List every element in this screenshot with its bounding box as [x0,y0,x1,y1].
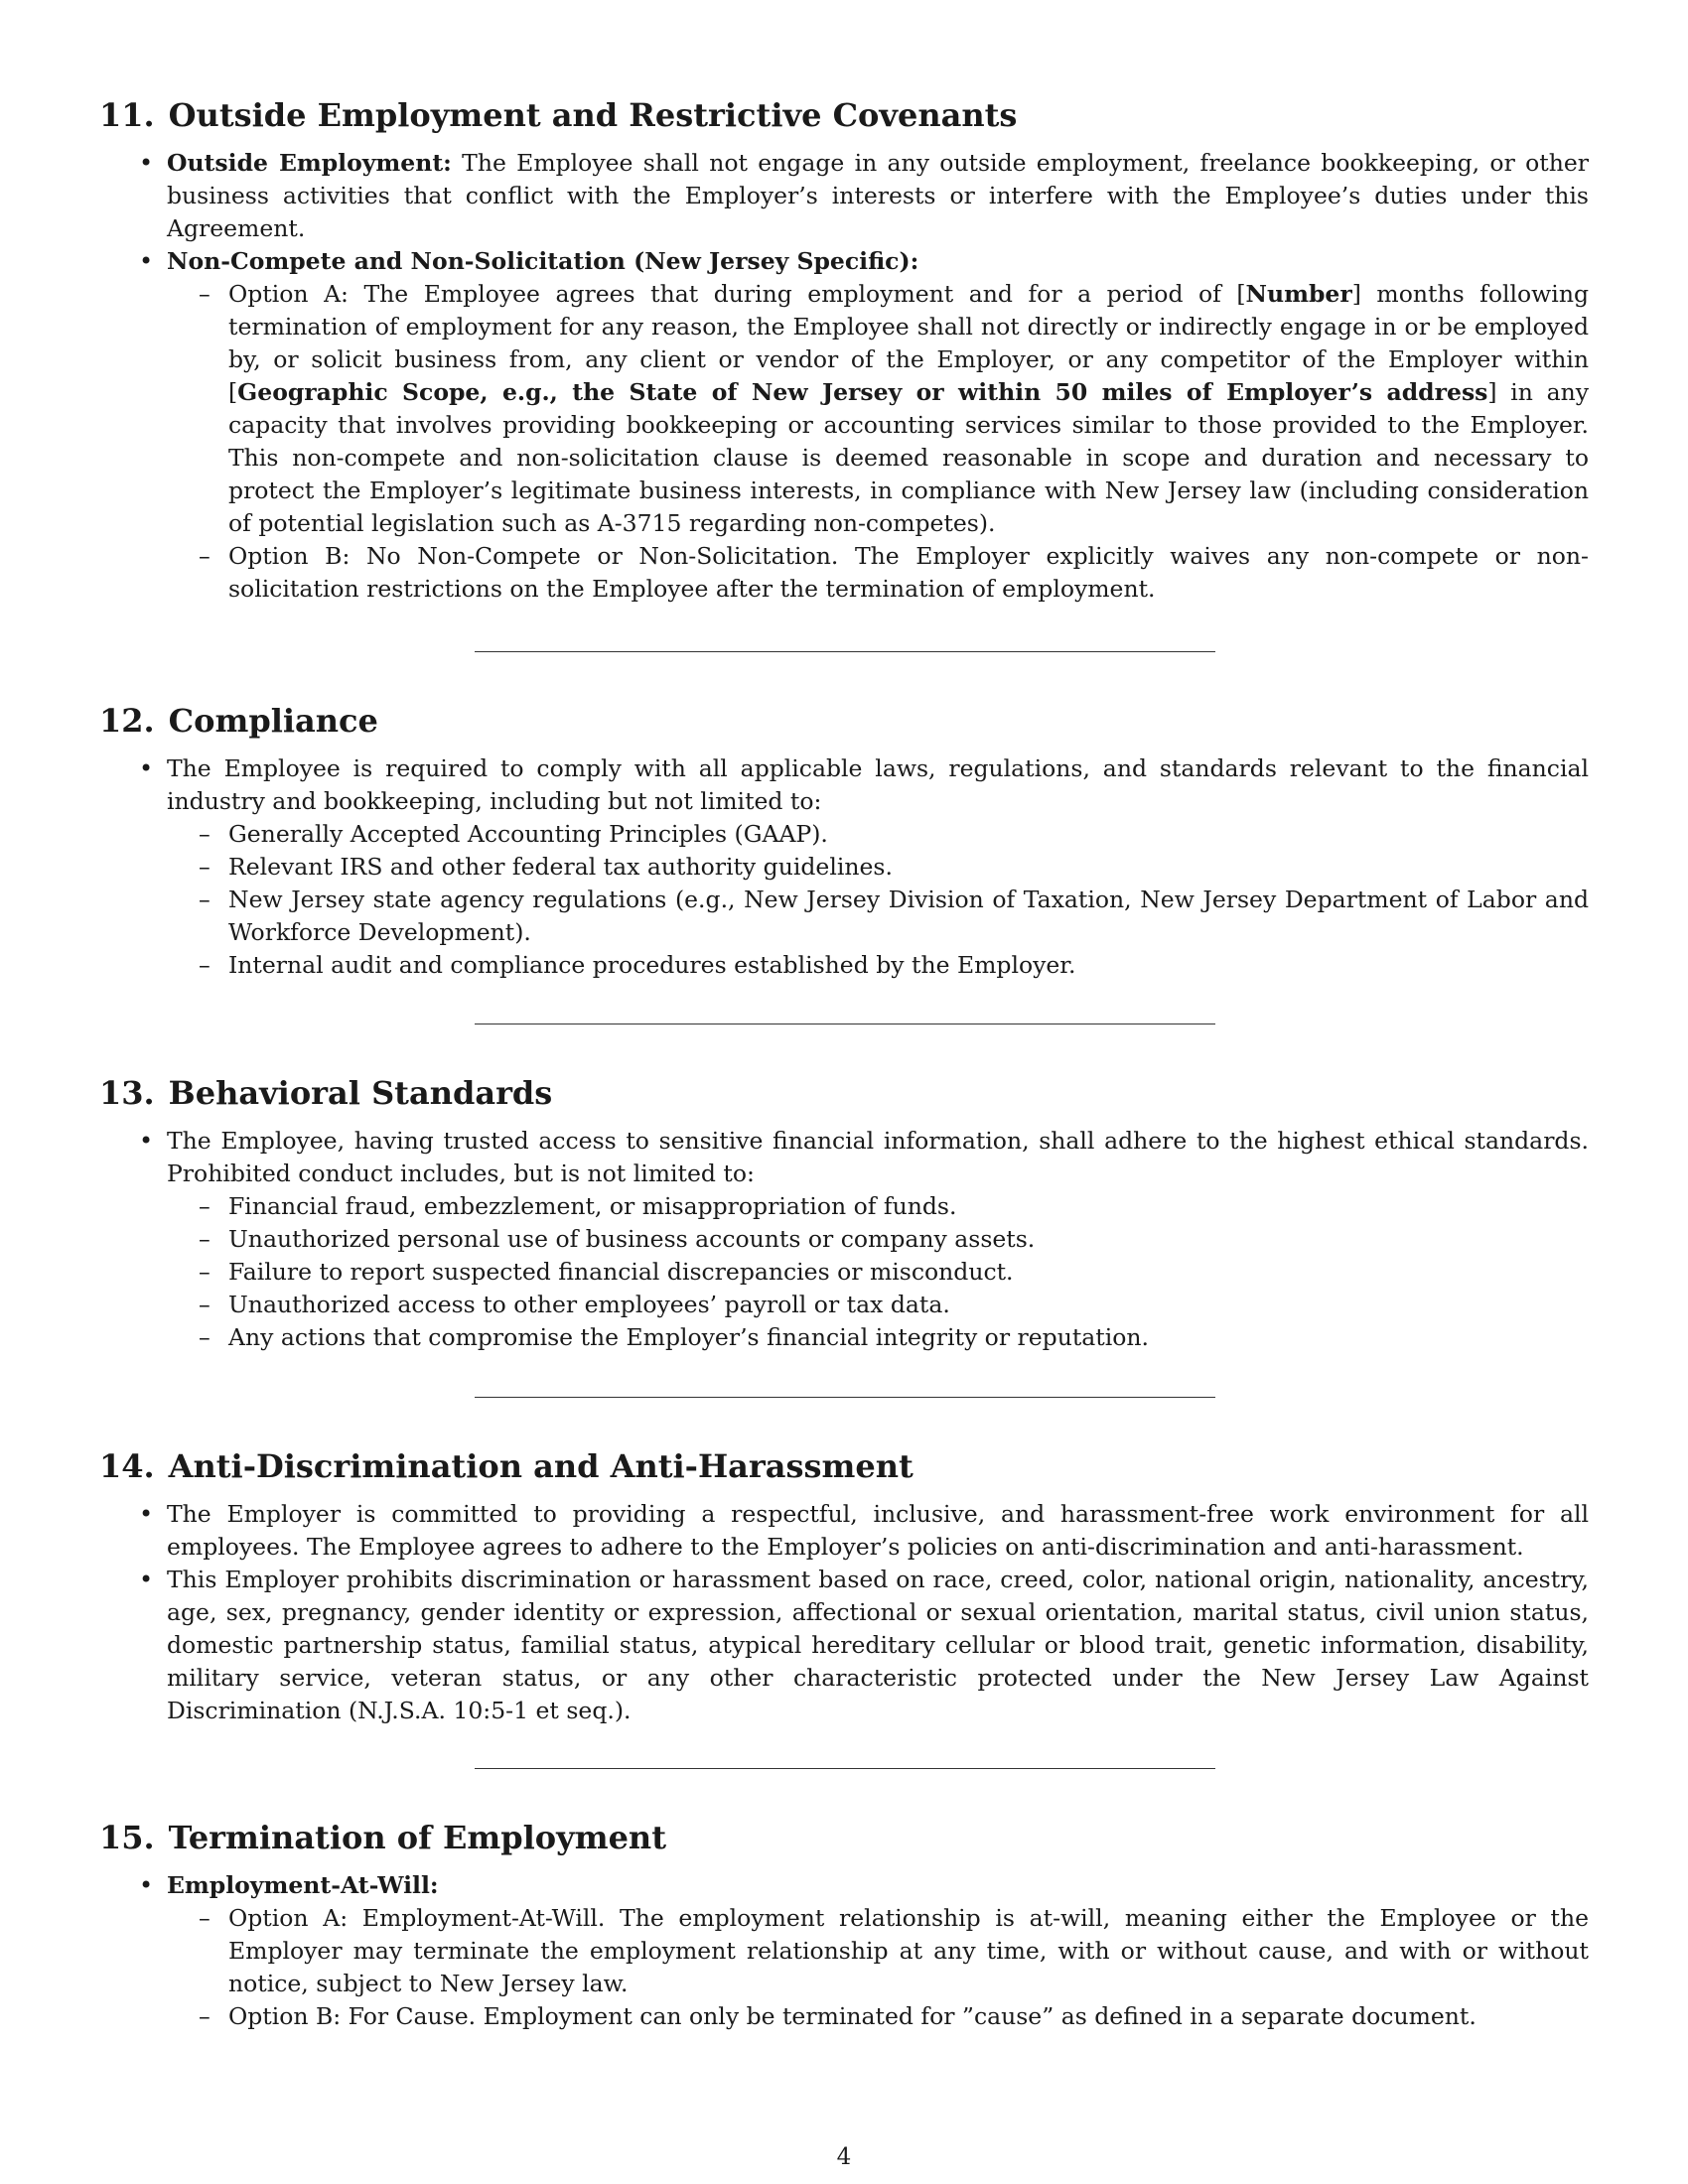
list-item: – Failure to report suspected financial discrepancies or misconduct. [228,1256,1589,1289]
page-number: 4 [836,2144,852,2170]
list-item: • The Employee is required to comply with all applicable laws, regulations, and standards relevant to the financial industry and bookkeeping, including but not limited to: – Generally Accepted Accounting Principles (GAAP). – Relevant IRS and other federal tax authority guidelines. – New Jersey state agency regulations (e.g., New Jersey Division of Taxation, New Jersey Department of Labor and Workforce Development). – Internal audit and compliance procedures established by the Employer. [167,752,1589,982]
option-a: – Option A: Employment-At-Will. The employment relationship is at-will, meaning either the Employee or the Employer may terminate the employment relationship at any time, with or without cause, and with or without notice, subject to New Jersey law. [228,1902,1589,2000]
list-item: • This Employer prohibits discrimination or harassment based on race, creed, color, national origin, nationality, ancestry, age, sex, pregnancy, gender identity or expression, affectional or sexual orientation, marital status, civil union status, domestic partnership status, familial status, atypical hereditary cellular or blood trait, genetic information, disability, military service, veteran status, or any other characteristic protected under the New Jersey Law Against Discrimination (N.J.S.A. 10:5-1 et seq.). [167,1564,1589,1727]
section-11 [99,95,1589,606]
list-item-employment-at-will: • Employment-At-Will: – Option A: Employment-At-Will. The employment relationship is at-will, meaning either the Employee or the Employer may terminate the employment relationship at any time, with or without cause, and with or without notice, subject to New Jersey law. – Option B: For Cause. Employment can only be terminated for ”cause” as defined in a separate document. [167,1869,1589,2033]
option-b: – Option B: No Non-Compete or Non-Solicitation. The Employer explicitly waives any non-compete or non-solicitation restrictions on the Employee after the termination of employment. [228,540,1589,606]
list-item: • The Employee, having trusted access to sensitive financial information, shall adhere to the highest ethical standards. Prohibited conduct includes, but is not limited to: – Financial fraud, embezzlement, or misappropriation of funds. – Unauthorized personal use of business accounts or company assets. – Failure to report suspected financial discrepancies or misconduct. – Unauthorized access to other employees’ payroll or tax data. – Any actions that compromise the Employer’s financial integrity or reputation. [167,1125,1589,1354]
section-divider [475,651,1215,652]
list-item: – Unauthorized access to other employees’ payroll or tax data. [228,1289,1589,1321]
list-item: – Any actions that compromise the Employer’s financial integrity or reputation. [228,1321,1589,1354]
list-item: – Internal audit and compliance procedures established by the Employer. [228,949,1589,982]
option-b: – Option B: For Cause. Employment can only be terminated for ”cause” as defined in a separate document. [228,2000,1589,2033]
list-item-non-compete: • Non-Compete and Non-Solicitation (New Jersey Specific): – Option A: The Employee agrees that during employment and for a period of [Number] months following termination of employment for any reason, the Employee shall not directly or indirectly engage in or be employed by, or solicit business from, any client or vendor of the Employer, or any competitor of the Employer within [Geographic Scope, e.g., the State of New Jersey or within 50 miles of Employer’s address] in any capacity that involves providing bookkeeping or accounting services similar to those provided to the Employer. This non-compete and non-solicitation clause is deemed reasonable in scope and duration and necessary to protect the Employer’s legitimate business interests, in compliance with New Jersey law (including consideration of potential legislation such as A-3715 regarding non-competes). – Option B: No Non-Compete or Non-Solicitation. The Employer explicitly waives any non-compete or non-solicitation restrictions on the Employee after the termination of employment. [167,245,1589,606]
section-13 [99,1073,1589,1354]
section-14-list [99,1498,1589,1727]
list-item: – Financial fraud, embezzlement, or misappropriation of funds. [228,1190,1589,1223]
option-a: – Option A: The Employee agrees that during employment and for a period of [Number] months following termination of employment for any reason, the Employee shall not directly or indirectly engage in or be employed by, or solicit business from, any client or vendor of the Employer, or any competitor of the Employer within [Geographic Scope, e.g., the State of New Jersey or within 50 miles of Employer’s address] in any capacity that involves providing bookkeeping or accounting services similar to those provided to the Employer. This non-compete and non-solicitation clause is deemed reasonable in scope and duration and necessary to protect the Employer’s legitimate business interests, in compliance with New Jersey law (including consideration of potential legislation such as A-3715 regarding non-competes). [228,278,1589,540]
section-15-list [99,1869,1589,2033]
section-divider [475,1397,1215,1398]
section-divider [475,1768,1215,1769]
section-13-heading: 13. Behavioral Standards [99,1074,553,1112]
list-item-outside-employment: • Outside Employment: The Employee shall not engage in any outside employment, freelance bookkeeping, or other business activities that conflict with the Employer’s interests or interfere with the Employee’s duties under this Agreement. [167,147,1589,245]
list-item: • The Employer is committed to providing a respectful, inclusive, and harassment-free work environment for all employees. The Employee agrees to adhere to the Employer’s policies on anti-discrimination and anti-harassment. [167,1498,1589,1564]
section-15-heading: 15. Termination of Employment [99,1819,666,1856]
section-12-heading: 12. Compliance [99,702,378,740]
section-13-list [99,1125,1589,1354]
section-12 [99,701,1589,982]
section-12-list [99,752,1589,982]
section-15 [99,1818,1589,2033]
section-11-heading: 11. Outside Employment and Restrictive Covenants [99,96,1018,134]
section-11-list [99,147,1589,606]
list-item: – Generally Accepted Accounting Principles (GAAP). [228,818,1589,851]
section-14 [99,1446,1589,1727]
list-item: – Relevant IRS and other federal tax authority guidelines. [228,851,1589,884]
non-compete-options [167,278,1589,606]
section-14-heading: 14. Anti-Discrimination and Anti-Harassment [99,1447,914,1485]
list-item: – New Jersey state agency regulations (e.g., New Jersey Division of Taxation, New Jersey Department of Labor and Workforce Development). [228,884,1589,949]
list-item: – Unauthorized personal use of business accounts or company assets. [228,1223,1589,1256]
